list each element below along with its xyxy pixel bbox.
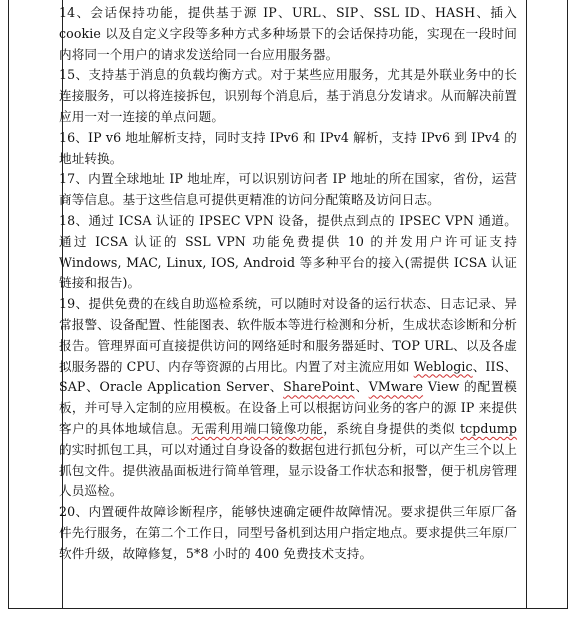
spellcheck-no-port-mirror: 无需利用端口镜像功能 <box>191 420 324 436</box>
spec-item-19 <box>59 294 517 502</box>
spec-item-20: 20、内置硬件故障诊断程序，能够快速确定硬件故障情况。要求提供三年原厂备件先行服务，在第二个工作日，同型号备机到达用户指定地点。要求提供三年原厂软件升级，故障修复，5*8 小时的 400 免费技术支持。 <box>59 504 517 561</box>
spec-item-18: 18、通过 ICSA 认证的 IPSEC VPN 设备，提供点到点的 IPSEC VPN 通道。通过 ICSA 认证的 SSL VPN 功能免费提供 10 的并发用户许可证支持 Windows, MAC, Linux, IOS, Android 等多种平台的接入(需提供 ICSA 认证链接和报告)。 <box>59 212 517 291</box>
spec-item-17: 17、内置全球地址 IP 地址库，可以识别访问者 IP 地址的所在国家，省份，运营商等信息。基于这些信息可提供更精准的访问分配策略及访问日志。 <box>59 171 517 208</box>
spec-item-16: 16、IP v6 地址解析支持，同时支持 IPv6 和 IPv4 解析，支持 IPv6 到 IPv4 的地址转换。 <box>59 129 517 166</box>
spec-item-19-part-1: 19、提供免费的在线自助巡检系统，可以随时对设备的运行状态、日志记录、异常报警、设备配置、性能图表、软件版本等进行检测和分析，生成状态诊断和分析报告。管理界面可直接提供访问的网络延时和服务器延时、TOP URL、以及各虚拟服务器的 CPU、内存等资源的占用比。内置了对主流应用如 <box>59 296 517 374</box>
spec-cell-content <box>59 3 517 565</box>
spec-item-19-part-2: 、IIS、SAP、Oracle Application Server、 <box>59 358 518 395</box>
spec-item-19-part-4: View 的配置模板，并可导入定制的应用模板。在设备上可以根据访问业务的客户的源 IP 来提供客户的具体地域信息。 <box>59 379 517 436</box>
spellcheck-weblogic: Weblogic <box>413 358 473 374</box>
spec-item-19-part-5: ，系统自身提供的类似 <box>323 420 460 436</box>
spec-item-14: 14、会话保持功能，提供基于源 IP、URL、SIP、SSL ID、HASH、插入 cookie 以及自定义字段等多种方式多种场景下的会话保持功能，实现在一段时间内将同一个用户的请求发送给同一台应用服务器。 <box>59 5 517 62</box>
spec-item-19-part-6: 的实时抓包工具，可以对通过自身设备的数据包进行抓包分析，可以产生三个以上抓包文件。提供液晶面板进行简单管理，显示设备工作状态和报警，便于机房管理人员巡检。 <box>59 441 517 499</box>
table-column-divider-right <box>526 0 527 608</box>
spec-item-15: 15、支持基于消息的负载均衡方式。对于某些应用服务，尤其是外联业务中的长连接服务，可以将连接拆包，识别每个消息后，基于消息分发请求。从而解决前置应用一对一连接的单点问题。 <box>59 67 517 124</box>
spellcheck-tcpdump: tcpdump <box>459 420 518 436</box>
spec-item-19-part-3: 、 <box>354 379 369 395</box>
spellcheck-vmware: VMware <box>368 379 424 395</box>
spellcheck-sharepoint: SharePoint <box>283 379 355 395</box>
